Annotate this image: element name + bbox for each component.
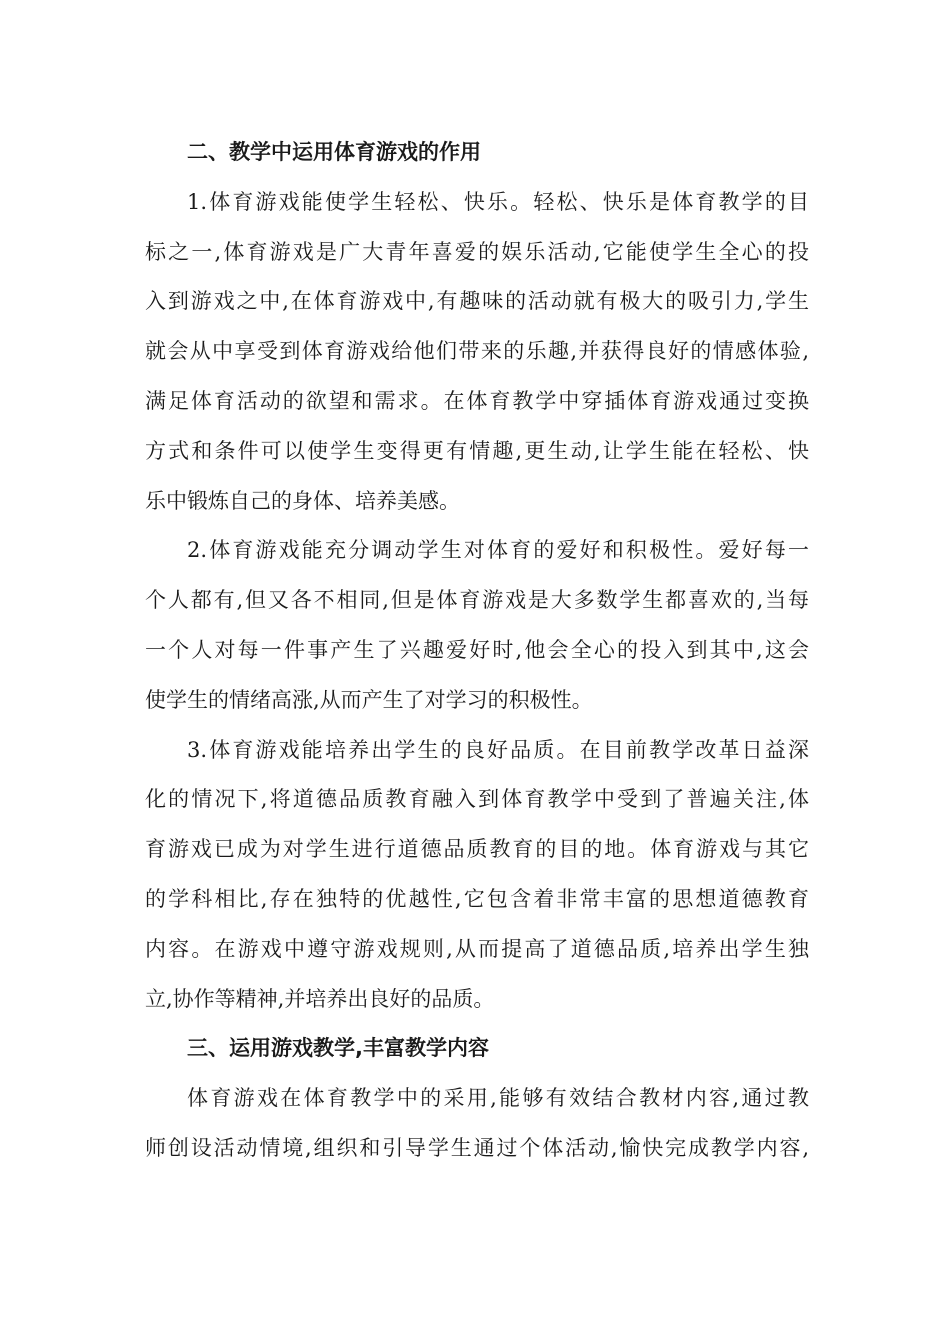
paragraph-line: 一个人对每一件事产生了兴趣爱好时,他会全心的投入到其中,这会: [145, 637, 809, 662]
paragraph-line: 育游戏已成为对学生进行道德品质教育的目的地。体育游戏与其它: [145, 837, 809, 862]
paragraph-line: 师创设活动情境,组织和引导学生通过个体活动,愉快完成教学内容,: [145, 1135, 809, 1160]
section-heading-3: 三、运用游戏教学,丰富教学内容: [187, 1036, 489, 1061]
paragraph-line: 1.体育游戏能使学生轻松、快乐。轻松、快乐是体育教学的目: [187, 189, 809, 214]
paragraph-line: 方式和条件可以使学生变得更有情趣,更生动,让学生能在轻松、快: [145, 438, 809, 463]
paragraph-line: 乐中锻炼自己的身体、培养美感。: [145, 488, 460, 513]
paragraph-4: [145, 1074, 809, 1174]
paragraph-2: [145, 526, 809, 725]
document-body: [145, 128, 809, 1174]
paragraph-line: 满足体育活动的欲望和需求。在体育教学中穿插体育游戏通过变换: [145, 388, 809, 413]
paragraph-line: 就会从中享受到体育游戏给他们带来的乐趣,并获得良好的情感体验,: [145, 339, 809, 364]
paragraph-3: [145, 726, 809, 1025]
paragraph-line: 体育游戏在体育教学中的采用,能够有效结合教材内容,通过教: [187, 1086, 809, 1111]
paragraph-line: 2.体育游戏能充分调动学生对体育的爱好和积极性。爱好每一: [187, 538, 809, 563]
section-heading-2: 二、教学中运用体育游戏的作用: [187, 140, 481, 164]
paragraph-line: 入到游戏之中,在体育游戏中,有趣味的活动就有极大的吸引力,学生: [145, 289, 809, 314]
paragraph-line: 使学生的情绪高涨,从而产生了对学习的积极性。: [145, 687, 593, 712]
paragraph-line: 内容。在游戏中遵守游戏规则,从而提高了道德品质,培养出学生独: [145, 936, 809, 961]
paragraph-line: 3.体育游戏能培养出学生的良好品质。在目前教学改革日益深: [187, 737, 809, 762]
paragraph-line: 标之一,体育游戏是广大青年喜爱的娱乐活动,它能使学生全心的投: [145, 239, 809, 264]
paragraph-line: 立,协作等精神,并培养出良好的品质。: [145, 986, 495, 1011]
paragraph-line: 的学科相比,存在独特的优越性,它包含着非常丰富的思想道德教育: [145, 886, 809, 911]
paragraph-1: [145, 178, 809, 527]
paragraph-line: 个人都有,但又各不相同,但是体育游戏是大多数学生都喜欢的,当每: [145, 588, 809, 613]
paragraph-line: 化的情况下,将道德品质教育融入到体育教学中受到了普遍关注,体: [145, 787, 809, 812]
